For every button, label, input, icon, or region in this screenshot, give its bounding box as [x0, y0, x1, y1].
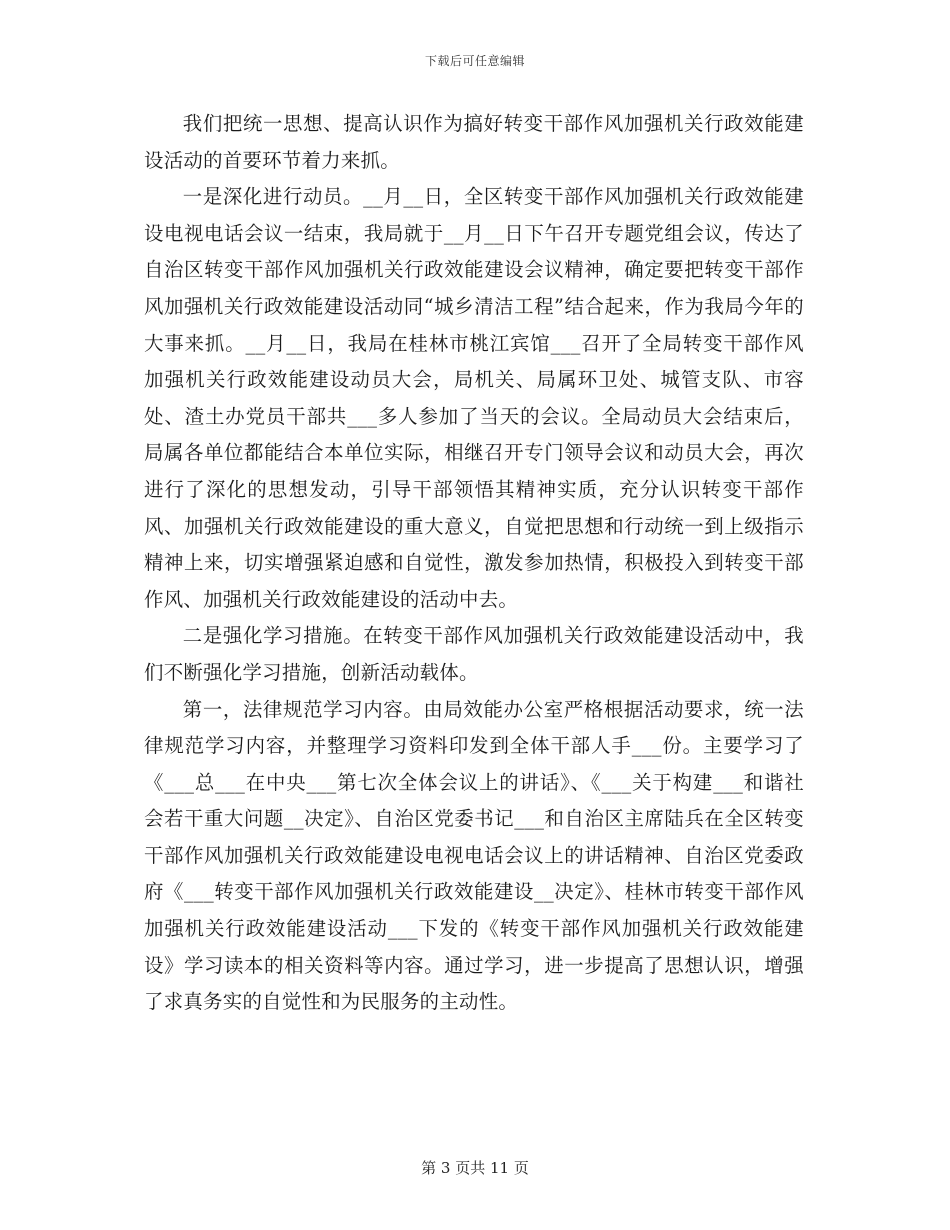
paragraph-1: 我们把统一思想、提高认识作为搞好转变干部作风加强机关行政效能建设活动的首要环节着力来抓。 — [144, 112, 804, 172]
paragraph-2: 一是深化进行动员。__月__日，全区转变干部作风加强机关行政效能建设电视电话会议一结束，我局就于__月__日下午召开专题党组会议，传达了自治区转变干部作风加强机关行政效能建设会议精神，确定要把转变干部作风加强机关行政效能建设活动同“城乡清洁工程”结合起来，作为我局今年的大事来抓。__月__日，我局在桂林市桃江宾馆___召开了全局转变干部作风加强机关行政效能建设动员大会，局机关、局属环卫处、城管支队、市容处、渣土办党员干部共___多人参加了当天的会议。全局动员大会结束后，局属各单位都能结合本单位实际，相继召开专门领导会议和动员大会，再次进行了深化的思想发动，引导干部领悟其精神实质，充分认识转变干部作风、加强机关行政效能建设的重大意义，自觉把思想和行动统一到上级指示精神上来，切实增强紧迫感和自觉性，激发参加热情，积极投入到转变干部作风、加强机关行政效能建设的活动中去。 — [144, 185, 804, 611]
page-number-footer: 第 3 页共 11 页 — [421, 1159, 529, 1177]
paragraph-4: 第一，法律规范学习内容。由局效能办公室严格根据活动要求，统一法律规范学习内容，并整理学习资料印发到全体干部人手___份。主要学习了《___总___在中央___第七次全体会议上的讲话》、《___关于构建___和谐社会若干重大问题__决定》、自治区党委书记___和自治区主席陆兵在全区转变干部作风加强机关行政效能建设电视电话会议上的讲话精神、自治区党委政府《___转变干部作风加强机关行政效能建设__决定》、桂林市转变干部作风加强机关行政效能建设活动___下发的《转变干部作风加强机关行政效能建设》学习读本的相关资料等内容。通过学习，进一步提高了思想认识，增强了求真务实的自觉性和为民服务的主动性。 — [144, 697, 804, 1014]
document-body — [144, 106, 804, 1021]
paragraph-3: 二是强化学习措施。在转变干部作风加强机关行政效能建设活动中，我们不断强化学习措施，创新活动载体。 — [144, 624, 804, 684]
page-header-note: 下载后可任意编辑 — [424, 54, 525, 68]
